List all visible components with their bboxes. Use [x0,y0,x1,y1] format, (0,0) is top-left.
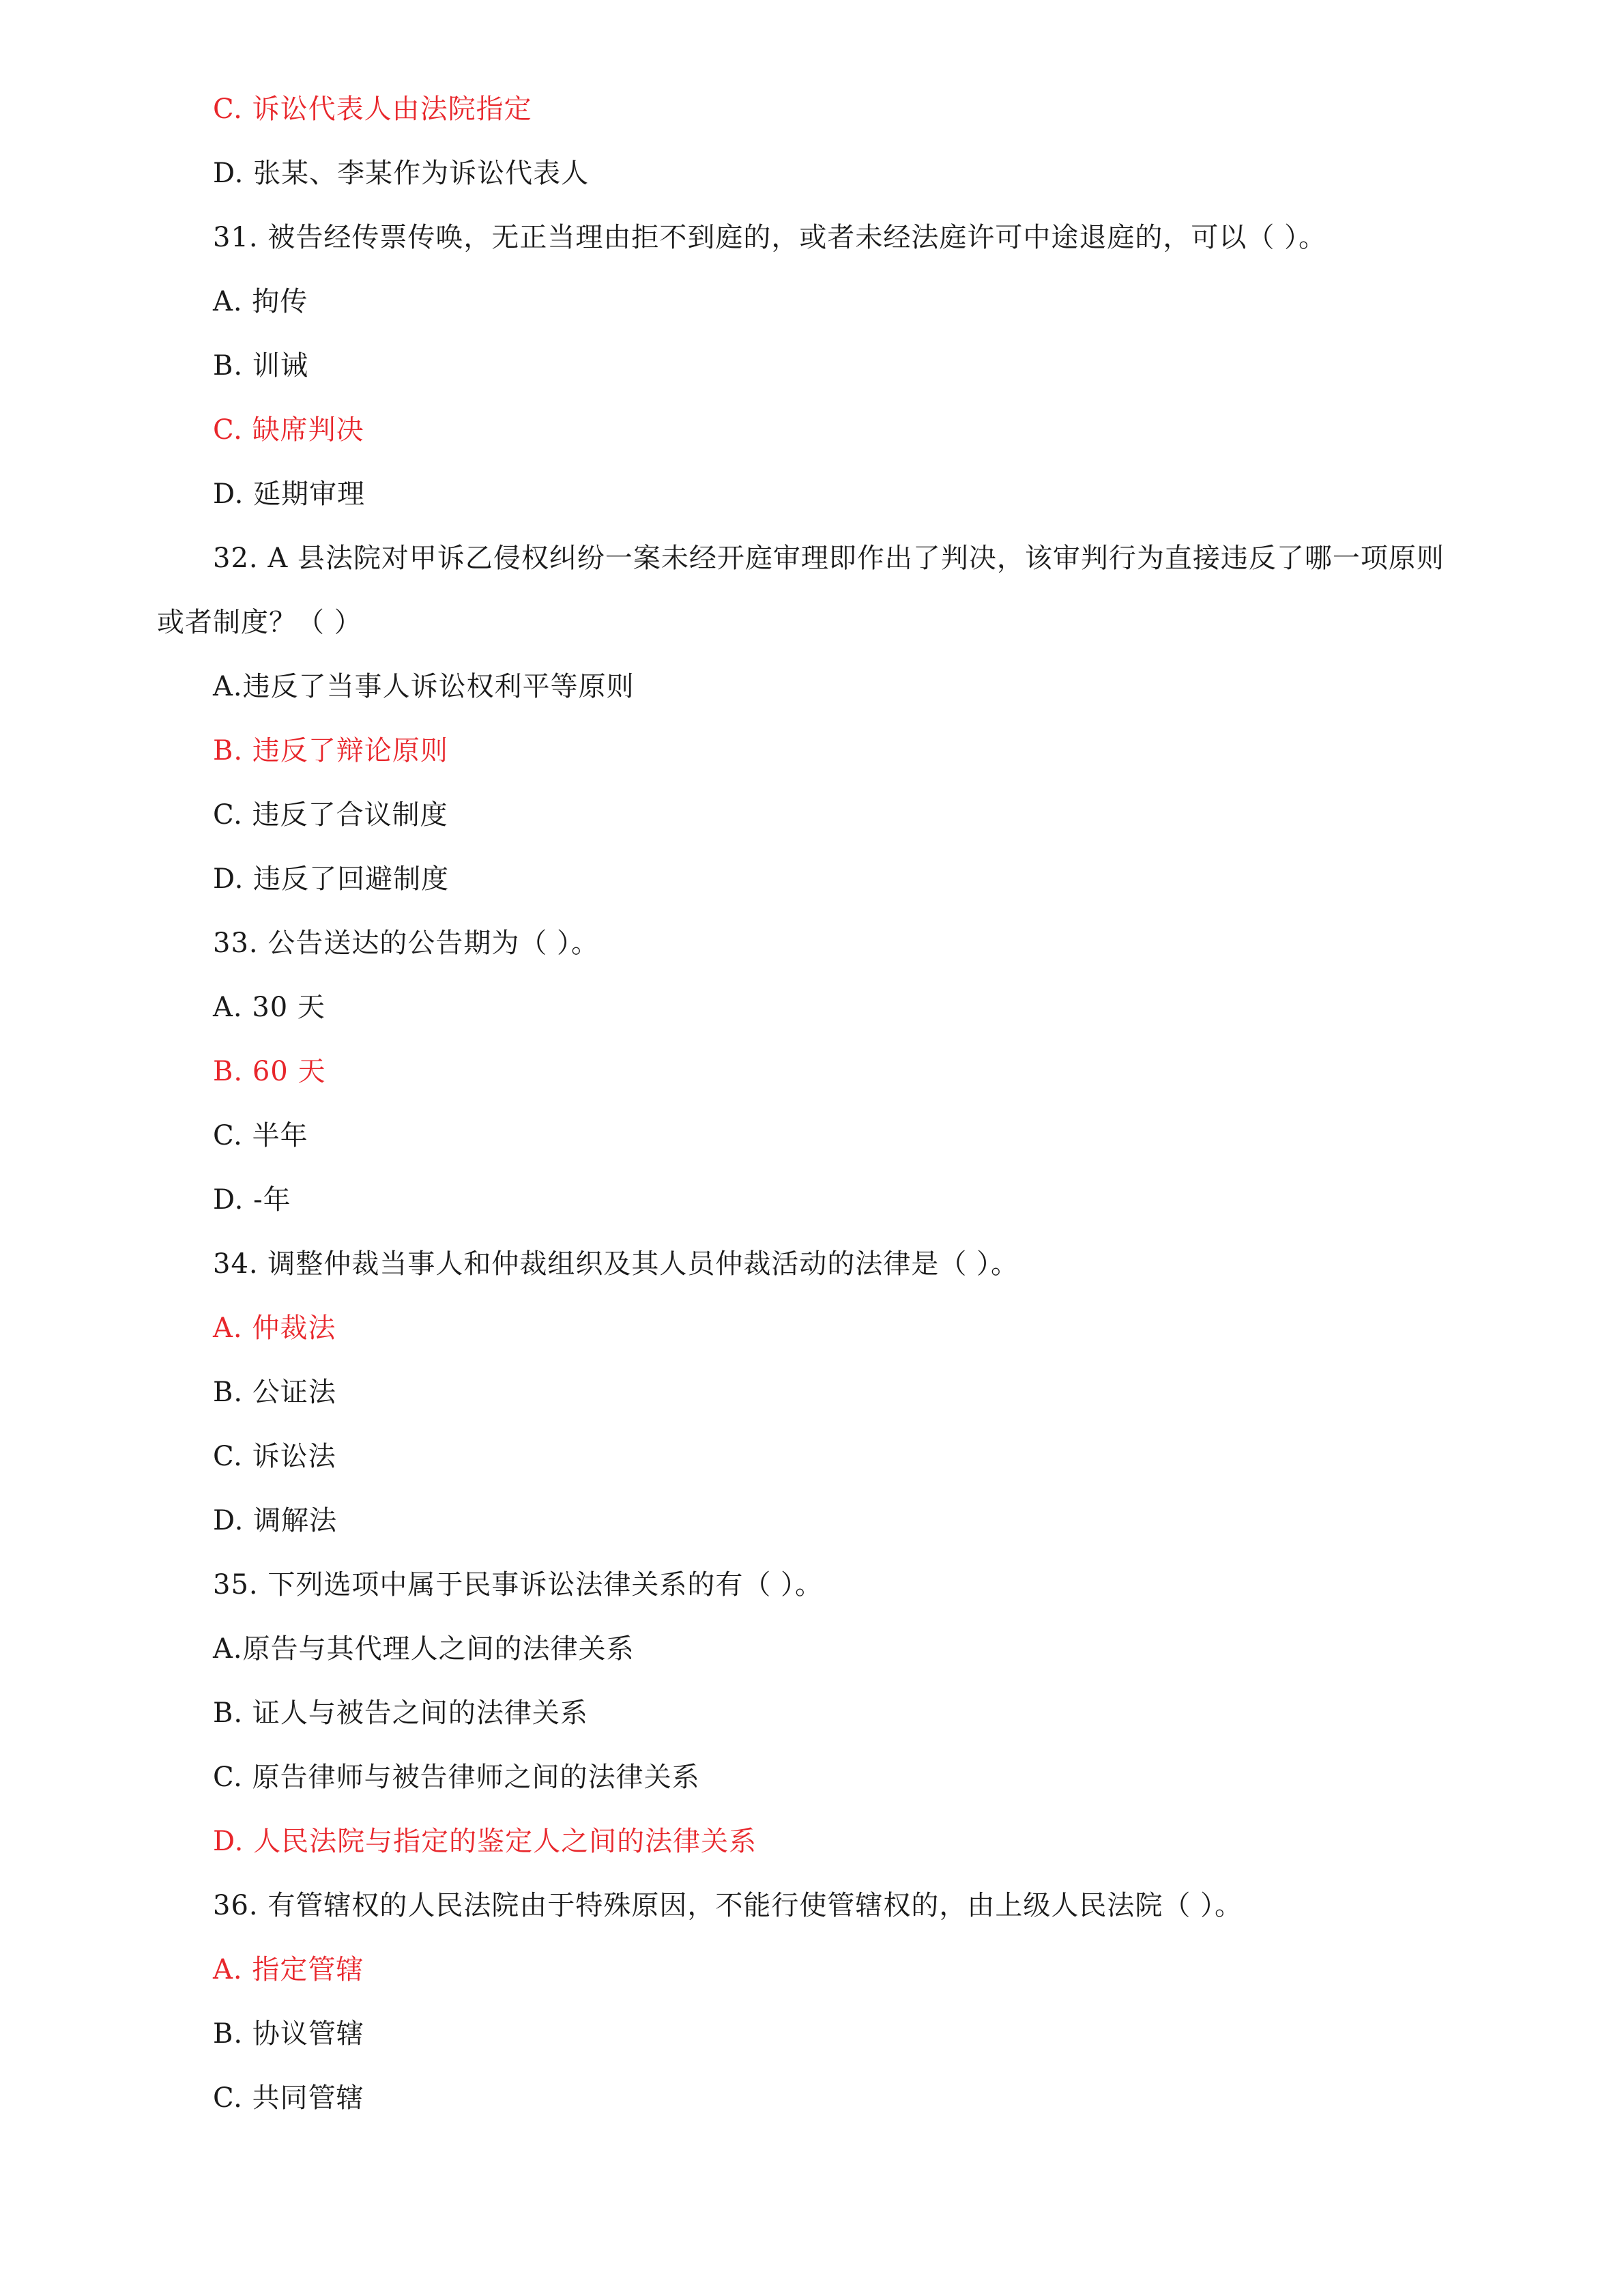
option-line: C. 共同管辖 [213,2082,364,2114]
question-line: 35. 下列选项中属于民事诉讼法律关系的有（ ）。 [213,1569,824,1601]
question-line: 32. A 县法院对甲诉乙侵权纠纷一案未经开庭审理即作出了判决，该审判行为直接违反了哪一项原则 [213,543,1445,574]
option-line: B. 协议管辖 [213,2018,364,2050]
option-line: A.违反了当事人诉讼权利平等原则 [213,671,635,702]
option-line: C. 诉讼代表人由法院指定 [213,94,532,125]
question-line: 34. 调整仲裁当事人和仲裁组织及其人员仲裁活动的法律是（ ）。 [213,1248,1019,1280]
option-line: B. 证人与被告之间的法律关系 [213,1697,588,1729]
option-line: C. 违反了合议制度 [213,799,448,831]
option-line: A.原告与其代理人之间的法律关系 [213,1633,635,1665]
option-line: D. 张某、李某作为诉讼代表人 [213,158,590,189]
option-line: D. 调解法 [213,1505,338,1536]
option-line: A. 拘传 [213,286,308,317]
question-line: 31. 被告经传票传唤，无正当理由拒不到庭的，或者未经法庭许可中途退庭的，可以（ ）。 [213,222,1327,253]
option-line: B. 公证法 [213,1377,336,1408]
option-line: C. 诉讼法 [213,1441,336,1472]
option-line: B. 违反了辩论原则 [213,735,448,766]
option-line: A. 仲裁法 [213,1312,336,1344]
option-line: D. 延期审理 [213,478,366,510]
question-continuation-line: 或者制度？（ ） [157,607,362,638]
option-line: C. 缺席判决 [213,414,364,446]
option-line: D. 人民法院与指定的鉴定人之间的法律关系 [213,1826,757,1857]
option-line: D. 违反了回避制度 [213,863,450,895]
option-line: B. 训诫 [213,350,308,382]
option-line: C. 半年 [213,1120,308,1151]
option-line: B. 60 天 [213,1056,326,1087]
question-line: 33. 公告送达的公告期为（ ）。 [213,928,600,959]
option-line: C. 原告律师与被告律师之间的法律关系 [213,1762,700,1793]
option-line: A. 指定管辖 [213,1954,364,1985]
option-line: D. -年 [213,1184,291,1216]
option-line: A. 30 天 [213,992,325,1023]
question-line: 36. 有管辖权的人民法院由于特殊原因，不能行使管辖权的，由上级人民法院（ ）。 [213,1890,1243,1921]
